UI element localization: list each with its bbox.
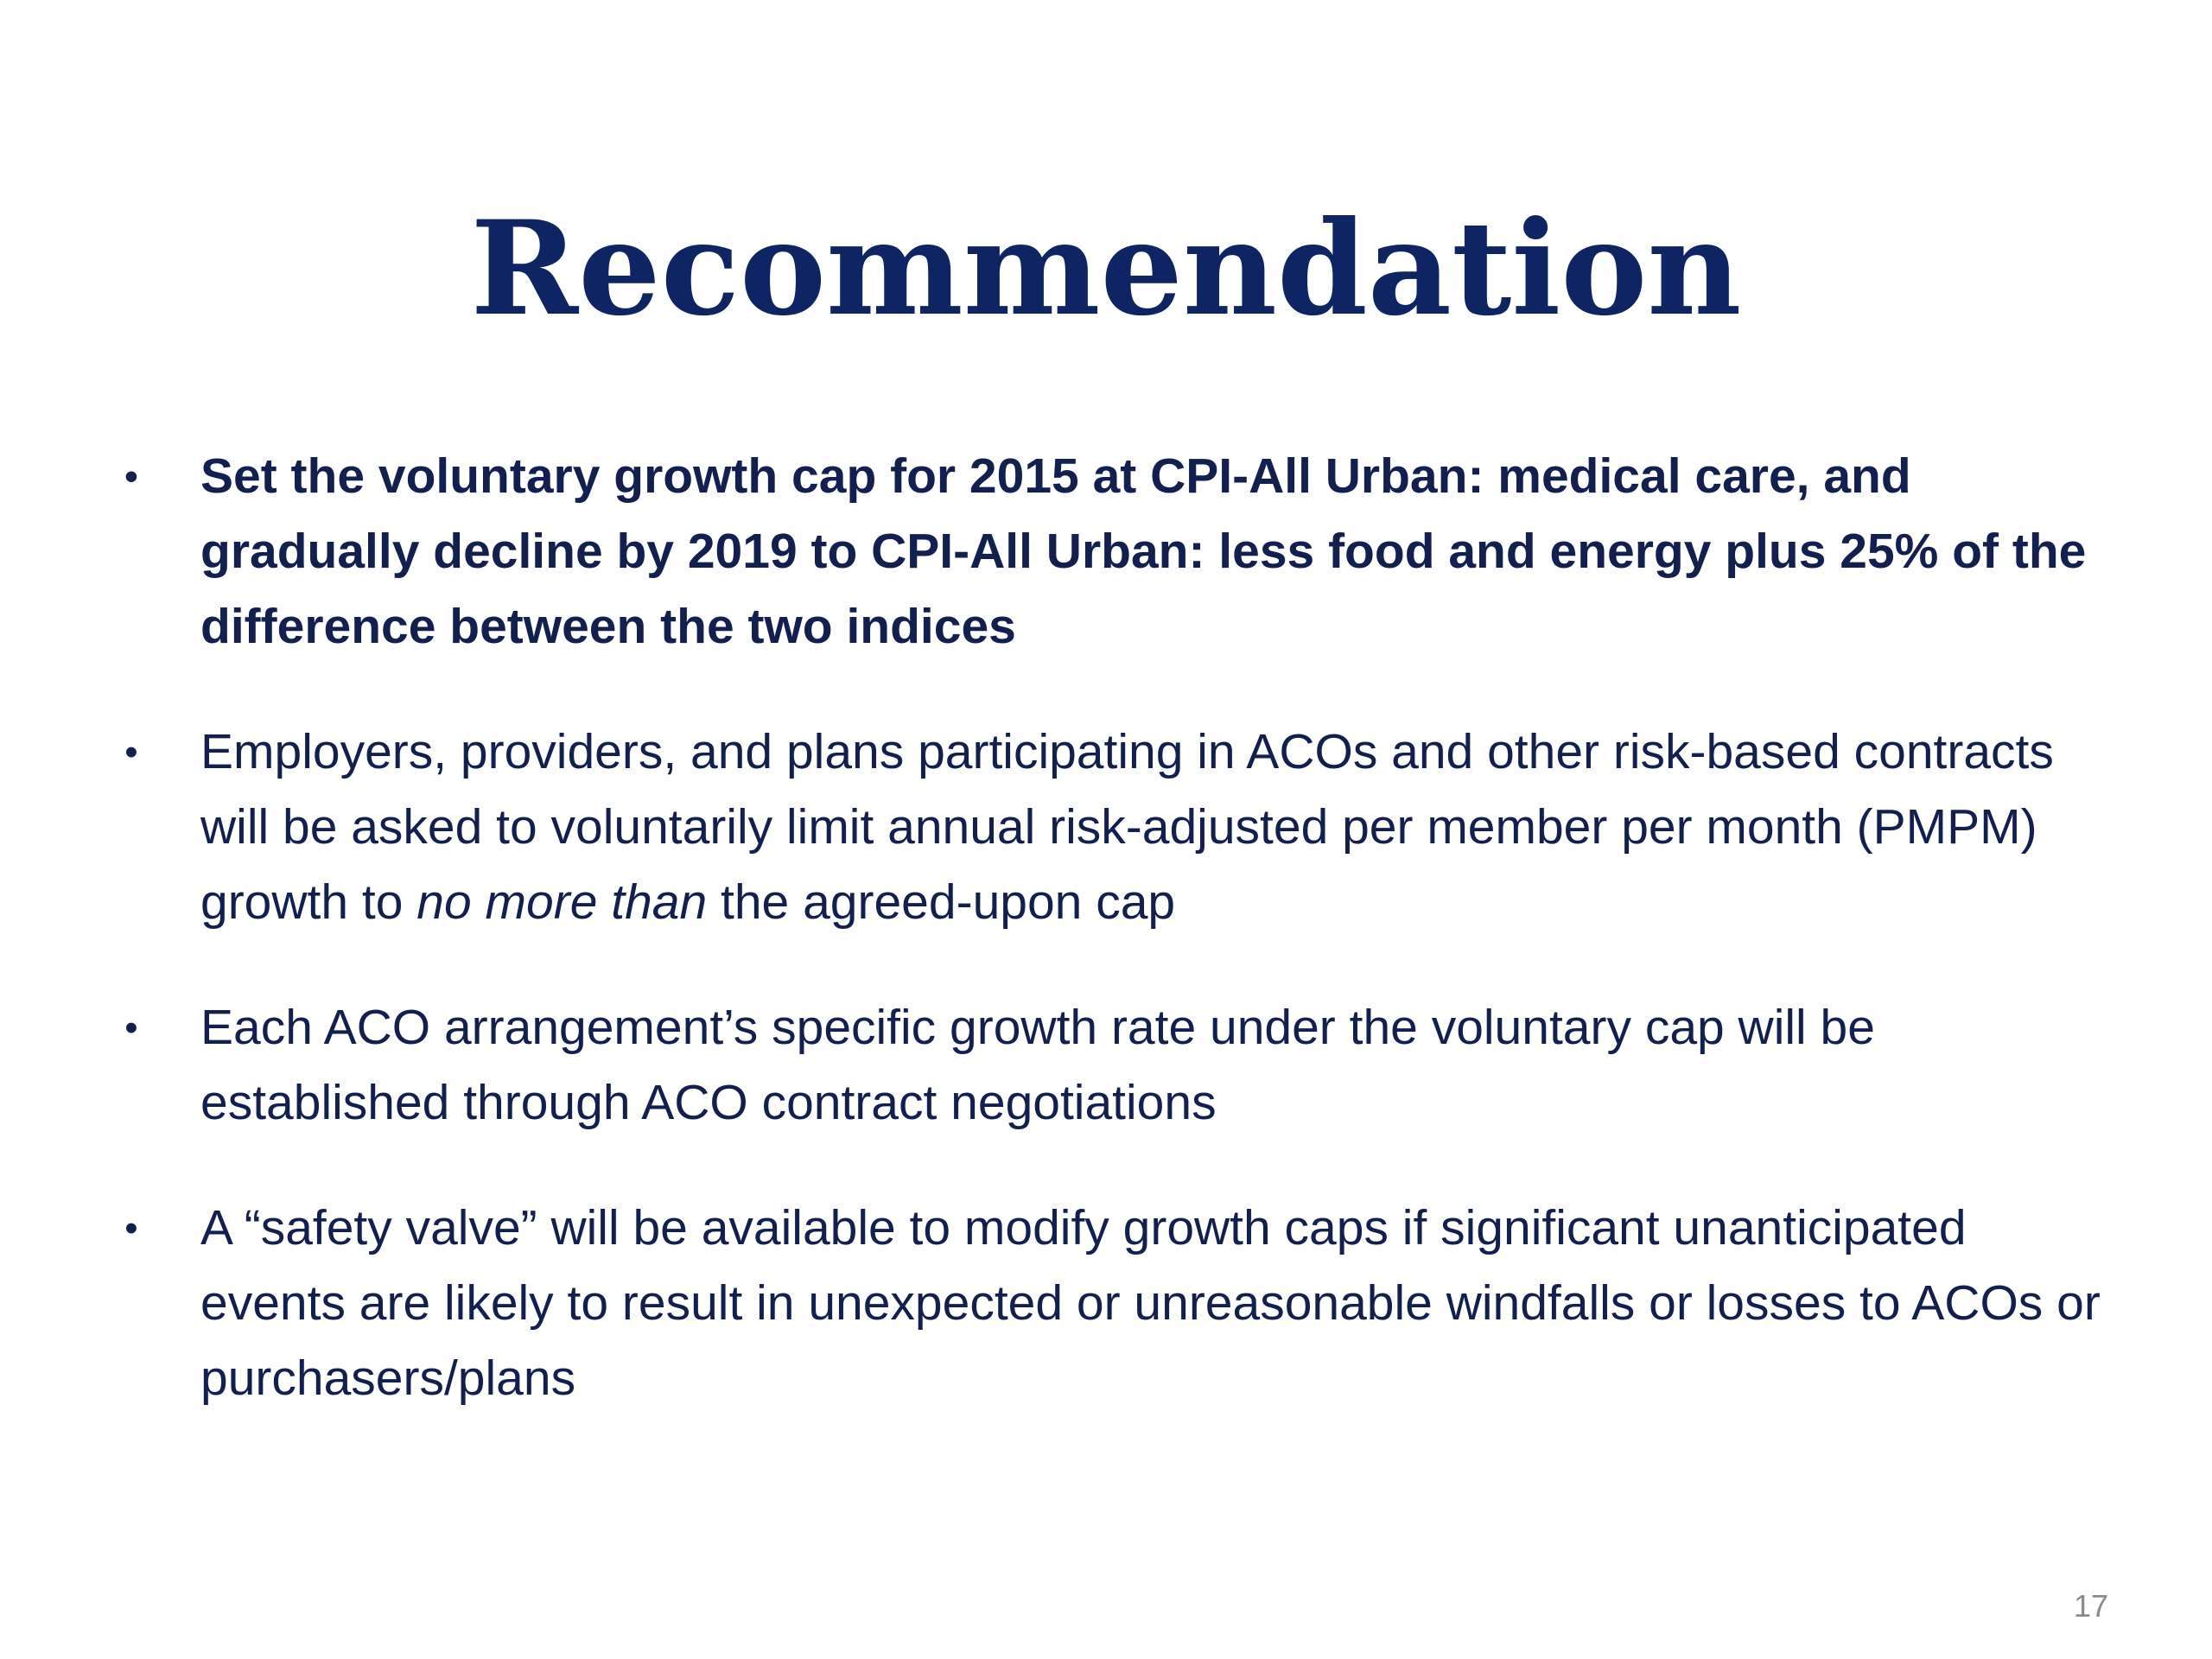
bullet-dot-icon: • (124, 731, 138, 773)
page-number: 17 (2073, 1588, 2108, 1624)
bullet-item-aco-rate (114, 990, 2101, 1141)
bullet-text-end: the agreed-upon cap (707, 874, 1176, 930)
bullet-item-growth-cap (114, 439, 2101, 664)
bullet-text: Each ACO arrangement’s specific growth rate under the voluntary cap will be established through ACO contract negotiations (200, 1000, 1875, 1130)
bullet-dot-icon: • (124, 455, 138, 498)
bullet-text: Employers, providers, and plans participating in ACOs and other risk-based contracts will be asked to voluntarily limit annual risk-adjusted per member per month (PMPM) growth to (200, 724, 2054, 930)
bullet-text: Set the voluntary growth cap for 2015 at CPI-All Urban: medical care, and gradually decline by 2019 to CPI-All Urban: less food and energy plus 25% of the difference between the two indices (200, 448, 2087, 654)
bullet-text: A “safety valve” will be available to modify growth caps if significant unanticipated events are likely to result in unexpected or unreasonable windfalls or losses to ACOs or purchasers/plans (200, 1200, 2101, 1406)
slide-title: Recommendation (470, 193, 1742, 345)
bullet-item-safety-valve (114, 1191, 2101, 1416)
bullet-dot-icon: • (124, 1207, 138, 1249)
bullet-emphasis: no more than (416, 874, 708, 930)
bullet-dot-icon: • (124, 1007, 138, 1049)
bullet-list (114, 439, 2101, 1466)
bullet-item-limit-pmpm (114, 715, 2101, 940)
